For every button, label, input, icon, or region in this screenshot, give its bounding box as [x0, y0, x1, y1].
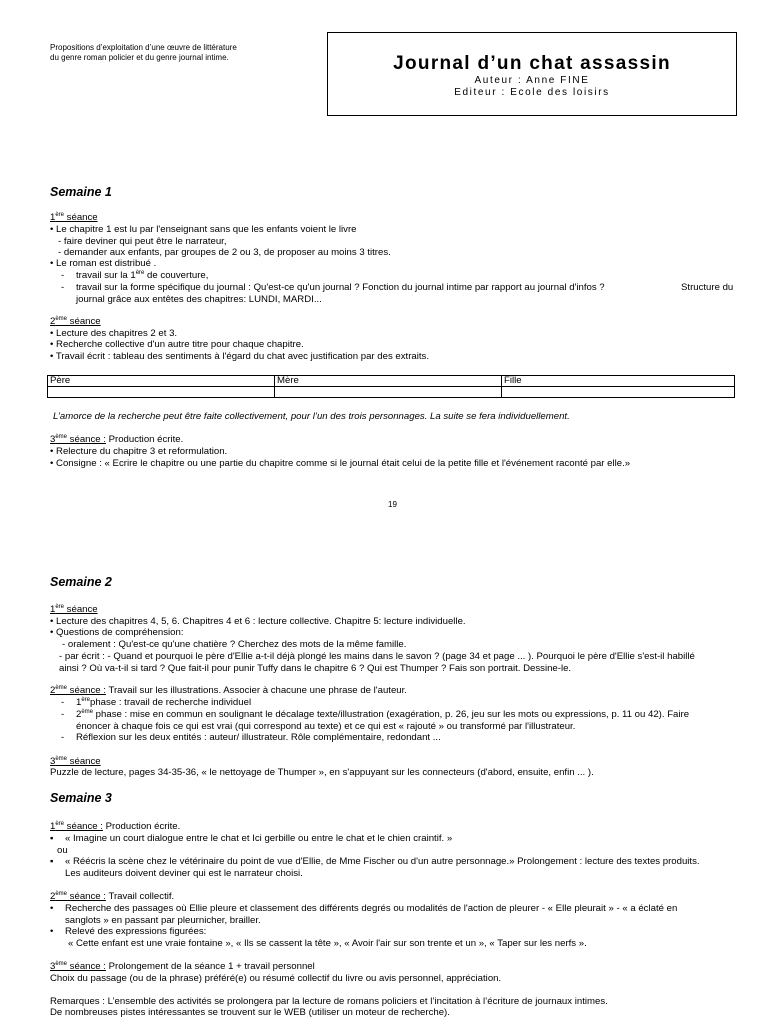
table-row [48, 387, 735, 398]
week1-title: Semaine 1 [50, 185, 112, 199]
w1-s1-num: 1 [50, 212, 56, 223]
w1-s3-heading [50, 434, 183, 446]
w3-s2-b1: Recherche des passages où Ellie pleure et classement des différents degrés ou modalités de l'action de pleurer - « Elle pleurait » - « a éclaté en [65, 903, 678, 914]
w1-s1-b2-dash: - [61, 282, 65, 293]
w1-s1-b1-sup: ère [135, 270, 145, 276]
w1-s1-sup: ère [55, 212, 65, 218]
w1-s2-label: séance [67, 316, 101, 327]
w1-s3-sup: ème [55, 434, 68, 440]
w3-s3-num: 3 [50, 961, 56, 972]
title-box [327, 32, 737, 116]
page-number: 19 [388, 500, 397, 509]
header-subtitle-line2: du genre roman policier et du genre journal intime. [50, 53, 229, 62]
w2-s1-line3: - oralement : Qu'est-ce qu'une chatière ? Cherchez des mots de la même famille. [62, 639, 407, 650]
w2-s2-p2 [76, 709, 689, 721]
w1-s1-b2-cont: journal grâce aux entêtes des chapitres: LUNDI, MARDI... [76, 294, 322, 305]
w2-s2-sup: ème [55, 685, 68, 691]
w3-s1-label: séance : [64, 821, 103, 832]
w2-s2-rest: Travail sur les illustrations. Associer à chacune une phrase de l'auteur. [105, 685, 407, 696]
w2-s2-p3: Réflexion sur les deux entités : auteur/ illustrateur. Rôle complémentaire, redondant ... [76, 732, 441, 743]
w3-s2-b1-cont: sanglots » en passant par pleurnicher, brailler. [65, 915, 261, 926]
w1-s1-line2: - faire deviner qui peut être le narrateur, [58, 236, 227, 247]
w2-s2-p2-num: 2 [76, 709, 82, 720]
w2-s2-p2-sup: ème [81, 709, 94, 715]
remarks-line2: De nombreuses pistes intéressantes se trouvent sur le WEB (utiliser un moteur de recherche). [50, 1007, 450, 1018]
w3-s1-heading-u [50, 821, 103, 832]
w2-s1-heading [50, 604, 98, 616]
w1-s1-b1-a: travail sur la 1 [76, 270, 136, 281]
w3-s1-b2: « Réécris la scène chez le vétérinaire du point de vue d'Ellie, de Mme Fischer ou d'un autre personnage.» Prolongement : lecture des textes produits. [65, 856, 700, 867]
w3-s1-b2-cont: Les auditeurs doivent deviner qui est le narrateur choisi. [65, 868, 303, 879]
w1-s2-sup: ème [55, 316, 68, 322]
w2-s2-num: 2 [50, 685, 56, 696]
w1-s1-b1-b: de couverture, [144, 270, 209, 281]
w3-s2-heading [50, 891, 174, 903]
remarks-line1: Remarques : L’ensemble des activités se prolongera par la lecture de romans policiers et l’incitation à l’écriture de journaux intimes. [50, 996, 608, 1007]
w2-s2-p2-cont: énoncer à chaque fois ce qui est vrai (qui correspond au texte) et ce qui est « rajouté » ou transformé par l'illustrateur. [76, 721, 576, 732]
w3-s2-heading-u [50, 891, 106, 902]
table-header-mere: Mère [275, 376, 502, 387]
w3-s1-b1-mark: ▪ [50, 833, 54, 844]
w1-s3-line2: • Consigne : « Ecrire le chapitre ou une partie du chapitre comme si le journal était celui de la petite fille et l'événement raconté par elle.» [50, 458, 631, 469]
w1-s3-label: séance : [67, 434, 106, 445]
w3-s3-line1: Choix du passage (ou de la phrase) préféré(e) ou résumé collectif du livre ou avis personnel, appréciation. [50, 973, 502, 984]
w2-s3-num: 3 [50, 756, 56, 767]
w2-s2-heading [50, 685, 407, 697]
w3-s1-sup: ère [55, 821, 65, 827]
w2-s3-line1: Puzzle de lecture, pages 34-35-36, « le nettoyage de Thumper », en s'appuyant sur les connecteurs (d'abord, ensuite, enfin ... ). [50, 767, 594, 778]
w2-s2-label: séance : [67, 685, 106, 696]
book-title: Journal d’un chat assassin [393, 53, 671, 74]
w3-s2-b2-cont: « Cette enfant est une vraie fontaine », « Ils se cassent la tête », « Avoir l'air sur son trente et un », « Taper sur les nerfs ». [68, 938, 587, 949]
w3-s3-sup: ème [55, 961, 68, 967]
w2-s2-p2-rest: phase : mise en commun en soulignant le décalage texte/illustration (exagération, p. 26, jeu sur les mots ou expressions, p. 11 ou 42). Faire [93, 709, 690, 720]
w1-s3-heading-u [50, 434, 106, 445]
w2-s2-p1-sup: ère [81, 697, 91, 703]
w1-s2-num: 2 [50, 316, 56, 327]
w3-s1-num: 1 [50, 821, 56, 832]
w3-s3-rest: Prolongement de la séance 1 + travail personnel [105, 961, 315, 972]
w2-s2-p1 [76, 697, 251, 709]
week2-title: Semaine 2 [50, 575, 112, 589]
table-header-pere: Père [48, 376, 275, 387]
w2-s2-p1-dash: - [61, 697, 65, 708]
w3-s2-b2: Relevé des expressions figurées: [65, 926, 207, 937]
w3-s2-label: séance : [67, 891, 106, 902]
header-subtitle [50, 43, 320, 63]
table-cell [48, 387, 275, 398]
w3-s3-heading-u [50, 961, 106, 972]
sentiments-table-wrap [47, 375, 735, 398]
w2-s1-line2: • Questions de compréhension: [50, 627, 184, 638]
w1-s3-line1: • Relecture du chapitre 3 et reformulation. [50, 446, 228, 457]
w2-s1-sup: ère [55, 604, 65, 610]
w2-s2-heading-u [50, 685, 106, 696]
w3-s3-heading [50, 961, 315, 973]
w3-s1-b2-mark: ▪ [50, 856, 54, 867]
w2-s1-line4: - par écrit : - Quand et pourquoi le père d'Ellie a-t-il déjà plongé les mains dans le savon ? (page 34 et page ... ). Pourquoi le père d'Ellie s'est-il habillé [59, 651, 695, 662]
w3-s2-b1-mark: • [50, 903, 54, 914]
w2-s1-line5: ainsi ? Où va-t-il si tard ? Que fait-il pour punir Tuffy dans le chapitre 6 ? Qui est Thumper ? Fais son portrait. Dessine-le. [59, 663, 572, 674]
w2-s1-num: 1 [50, 604, 56, 615]
w3-s2-b2-mark: • [50, 926, 54, 937]
w1-s1-b1-dash: - [61, 270, 65, 281]
w2-s2-p3-dash: - [61, 732, 65, 743]
w3-s1-heading [50, 821, 180, 833]
header-subtitle-line1: Propositions d’exploitation d’une œuvre de littérature [50, 43, 237, 52]
w1-s1-line4: • Le roman est distribué . [50, 258, 157, 269]
w3-s1-b1: « Imagine un court dialogue entre le chat et Ici gerbille ou entre le chat et le chien craintif. » [65, 833, 453, 844]
w2-s3-heading [50, 756, 101, 768]
sentiments-table [47, 375, 735, 398]
w1-s2-line2: • Recherche collective d'un autre titre pour chaque chapitre. [50, 339, 304, 350]
w1-s1-label: séance [64, 212, 98, 223]
book-author: Auteur : Anne FINE [474, 75, 590, 86]
w2-s2-p1-num: 1 [76, 697, 82, 708]
w1-s1-line3: - demander aux enfants, par groupes de 2 ou 3, de proposer au moins 3 titres. [58, 247, 391, 258]
table-cell [502, 387, 735, 398]
w2-s1-label: séance [64, 604, 98, 615]
w2-s2-p2-dash: - [61, 709, 65, 720]
w3-s2-rest: Travail collectif. [105, 891, 175, 902]
w2-s3-sup: ème [55, 756, 68, 762]
w3-s2-num: 2 [50, 891, 56, 902]
w1-s1-heading [50, 212, 98, 224]
table-cell [275, 387, 502, 398]
w1-s1-b2-right: Structure du [681, 282, 734, 293]
w2-s2-p1-rest: phase : travail de recherche individuel [90, 697, 252, 708]
w1-s3-rest: Production écrite. [105, 434, 184, 445]
w1-s3-num: 3 [50, 434, 56, 445]
w2-s1-line1: • Lecture des chapitres 4, 5, 6. Chapitres 4 et 6 : lecture collective. Chapitre 5: lecture individuelle. [50, 616, 466, 627]
w3-s3-label: séance : [67, 961, 106, 972]
w3-s1-ou: ou [57, 845, 68, 856]
w3-s1-rest: Production écrite. [102, 821, 181, 832]
table-header-fille: Fille [502, 376, 735, 387]
w1-s1-b2: travail sur la forme spécifique du journal : Qu'est-ce qu'un journal ? Fonction du journal intime par rapport au journal d'infos ? [76, 282, 605, 293]
table-header-row [48, 376, 735, 387]
w2-s3-label: séance [67, 756, 101, 767]
w1-note: L’amorce de la recherche peut être faite collectivement, pour l’un des trois personnages. La suite se fera individuellement. [53, 411, 570, 422]
w1-s2-heading [50, 316, 101, 328]
w1-s2-line3: • Travail écrit : tableau des sentiments à l'égard du chat avec justification par des extraits. [50, 351, 430, 362]
w1-s1-b1 [76, 270, 208, 282]
w1-s2-line1: • Lecture des chapitres 2 et 3. [50, 328, 178, 339]
w3-s2-sup: ème [55, 891, 68, 897]
w1-s1-line1: • Le chapitre 1 est lu par l'enseignant sans que les enfants voient le livre [50, 224, 357, 235]
week3-title: Semaine 3 [50, 791, 112, 805]
book-publisher: Editeur : Ecole des loisirs [454, 87, 610, 98]
